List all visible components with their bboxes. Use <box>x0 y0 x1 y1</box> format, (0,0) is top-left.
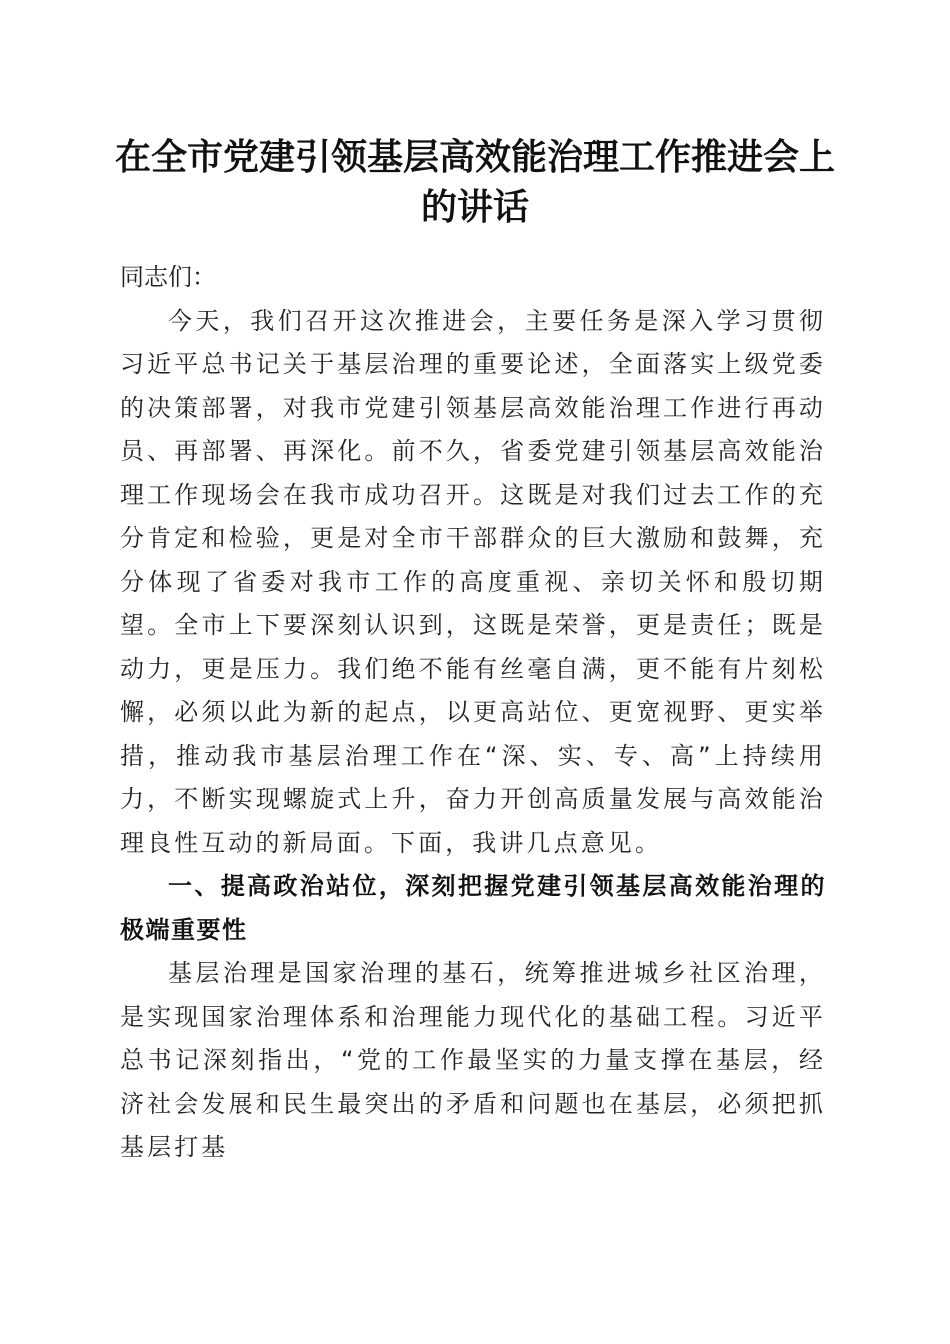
salutation: 同志们： <box>120 263 216 291</box>
document-title: 在全市党建引领基层高效能治理工作推进会上的讲话 <box>114 136 835 228</box>
intro-paragraph: 今天，我们召开这次推进会，主要任务是深入学习贯彻习近平总书记关于基层治理的重要论述，全面落实上级党委的决策部署，对我市党建引领基层高效能治理工作进行再动员、再部署、再深化。前不久，省委党建引领基层高效能治理工作现场会在我市成功召开。这既是对我们过去工作的充分肯定和检验，更是对全市干部群众的巨大激励和鼓舞，充分体现了省委对我市工作的高度重视、亲切关怀和殷切期望。全市上下要深刻认识到，这既是荣誉，更是责任；既是动力，更是压力。我们绝不能有丝毫自满，更不能有片刻松懈，必须以此为新的起点，以更高站位、更宽视野、更实举措，推动我市基层治理工作在“深、实、专、高”上持续用力，不断实现螺旋式上升，奋力开创高质量发展与高效能治理良性互动的新局面。下面，我讲几点意见。 <box>120 306 826 857</box>
section-paragraph: 基层治理是国家治理的基石，统筹推进城乡社区治理，是实现国家治理体系和治理能力现代化的基础工程。习近平总书记深刻指出，“党的工作最坚实的力量支撑在基层，经济社会发展和民生最突出的矛盾和问题也在基层，必须把抓基层打基 <box>120 959 826 1161</box>
section-heading: 一、提高政治站位，深刻把握党建引领基层高效能治理的极端重要性 <box>120 872 826 944</box>
document-body <box>120 256 826 1170</box>
